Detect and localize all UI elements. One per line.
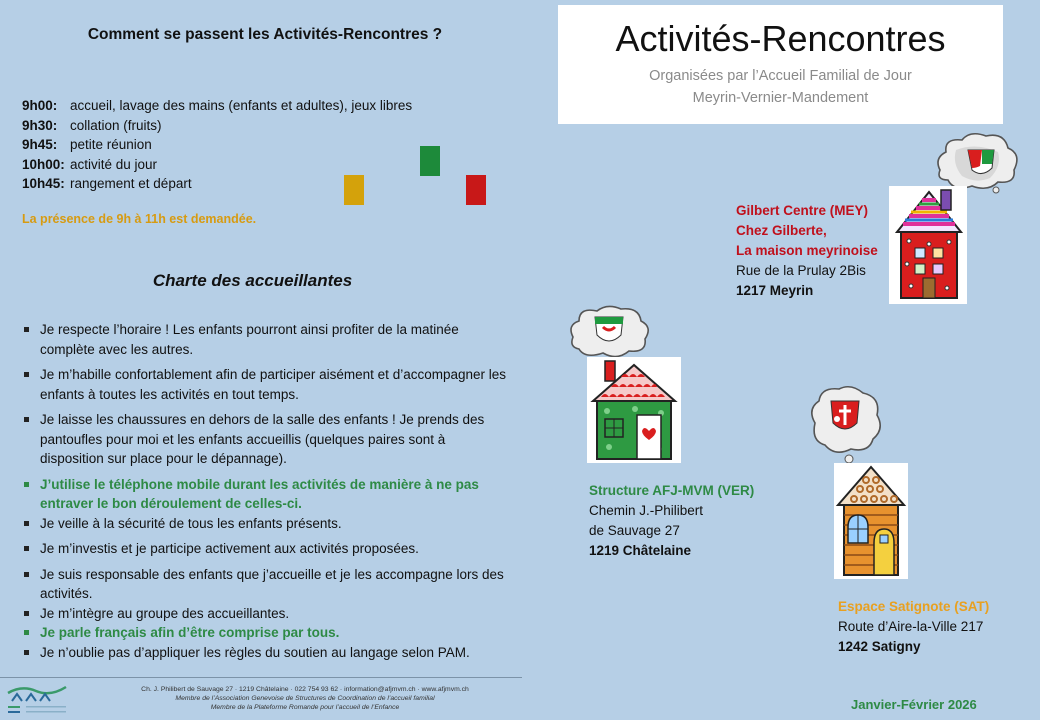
schedule-row	[22, 116, 412, 136]
satigny-name: Espace Satignote (SAT)	[838, 599, 990, 614]
schedule-text: petite réunion	[70, 137, 152, 152]
meyrin-address	[736, 201, 878, 301]
presence-notice: La présence de 9h à 11h est demandée.	[22, 212, 257, 226]
vernier-house-icon	[587, 357, 681, 463]
satigny-house-icon	[834, 463, 908, 579]
green-square	[420, 146, 440, 176]
meyrin-house-icon	[889, 186, 967, 304]
schedule-row	[22, 135, 412, 155]
list-item: Je respecte l’horaire ! Les enfants pourront ainsi profiter de la matinée complète avec les autres.	[22, 320, 510, 359]
list-item: Je veille à la sécurité de tous les enfants présents.	[22, 514, 510, 534]
vernier-name: Structure AFJ-MVM (VER)	[589, 483, 755, 498]
list-item: Je m’intègre au groupe des accueillantes.	[22, 604, 510, 624]
list-item: Je laisse les chaussures en dehors de la salle des enfants ! Je prends des pantoufles pour moi et les enfants accueillis (quelques paires sont à disposition sur place pour le dépannage).	[22, 410, 510, 469]
meyrin-name: Gilbert Centre (MEY)	[736, 203, 869, 218]
vernier-crest-icon	[565, 303, 651, 361]
footer-contact	[90, 685, 520, 712]
page-subtitle	[558, 65, 1003, 109]
list-item: J’utilise le téléphone mobile durant les activités de manière à ne pas entraver le bon déroulement de celles-ci.	[22, 475, 510, 514]
vernier-address	[589, 481, 754, 561]
schedule-time: 9h30:	[22, 117, 58, 133]
list-item: Je n’oublie pas d’appliquer les règles du soutien au langage selon PAM.	[22, 643, 510, 663]
schedule-text: collation (fruits)	[70, 117, 162, 133]
schedule-time: 9h00:	[22, 98, 58, 113]
satigny-city: 1242 Satigny	[838, 639, 921, 654]
title-box	[558, 5, 1003, 124]
schedule-text: activité du jour	[70, 156, 158, 172]
satigny-crest-icon	[805, 383, 883, 469]
list-item: Je m’habille confortablement afin de participer aisément et d’accompagner les enfants à toutes les activités en tout temps.	[22, 365, 510, 404]
schedule-text: rangement et départ	[70, 176, 192, 191]
footer-membership-1: Membre de l’Association Genevoise de Structures de Coordination de l’accueil familial	[175, 695, 435, 702]
yellow-square	[344, 175, 364, 205]
vernier-street-1: Chemin J.-Philibert	[589, 503, 704, 518]
satigny-street: Route d’Aire-la-Ville 217	[838, 619, 984, 634]
meyrin-street: Rue de la Prulay 2Bis	[736, 263, 866, 278]
page-title: Activités-Rencontres	[615, 18, 946, 59]
vernier-city: 1219 Châtelaine	[589, 543, 692, 558]
footer-address: Ch. J. Philibert de Sauvage 27 · 1219 Châtelaine · 022 754 93 62 · information@afjmvm.ch · www.afjmvm.ch	[141, 686, 469, 693]
list-item: Je suis responsable des enfants que j’accueille et je les accompagne lors des activités.	[22, 565, 510, 604]
red-square	[466, 175, 486, 205]
meyrin-nickname: Chez Gilberte,	[736, 223, 827, 238]
footer-membership-2: Membre de la Plateforme Romande pour l’accueil de l’Enfance	[210, 704, 400, 711]
schedule-row	[22, 96, 412, 116]
charter-heading: Charte des accueillantes	[152, 271, 353, 290]
meyrin-house-name: La maison meyrinoise	[736, 243, 878, 258]
satigny-address	[838, 597, 989, 657]
vernier-street-2: de Sauvage 27	[589, 523, 680, 538]
schedule-time: 10h45:	[22, 176, 65, 191]
footer-divider	[0, 677, 522, 678]
list-item: Je parle français afin d’être comprise par tous.	[22, 623, 510, 643]
list-item: Je m’investis et je participe activement aux activités proposées.	[22, 539, 510, 559]
schedule-row	[22, 155, 412, 175]
period-label: Janvier-Février 2026	[851, 697, 977, 712]
schedule-text: accueil, lavage des mains (enfants et adultes), jeux libres	[70, 98, 413, 113]
meyrin-city: 1217 Meyrin	[736, 283, 814, 298]
afj-logo-icon	[6, 683, 72, 717]
schedule-time: 9h45:	[22, 137, 58, 152]
subtitle-line-1: Organisées par l’Accueil Familial de Jour	[649, 68, 912, 84]
subtitle-line-2: Meyrin-Vernier-Mandement	[692, 90, 869, 106]
schedule-time: 10h00:	[22, 156, 65, 172]
schedule-heading: Comment se passent les Activités-Rencontres ?	[87, 26, 443, 43]
charter-list	[22, 320, 510, 662]
